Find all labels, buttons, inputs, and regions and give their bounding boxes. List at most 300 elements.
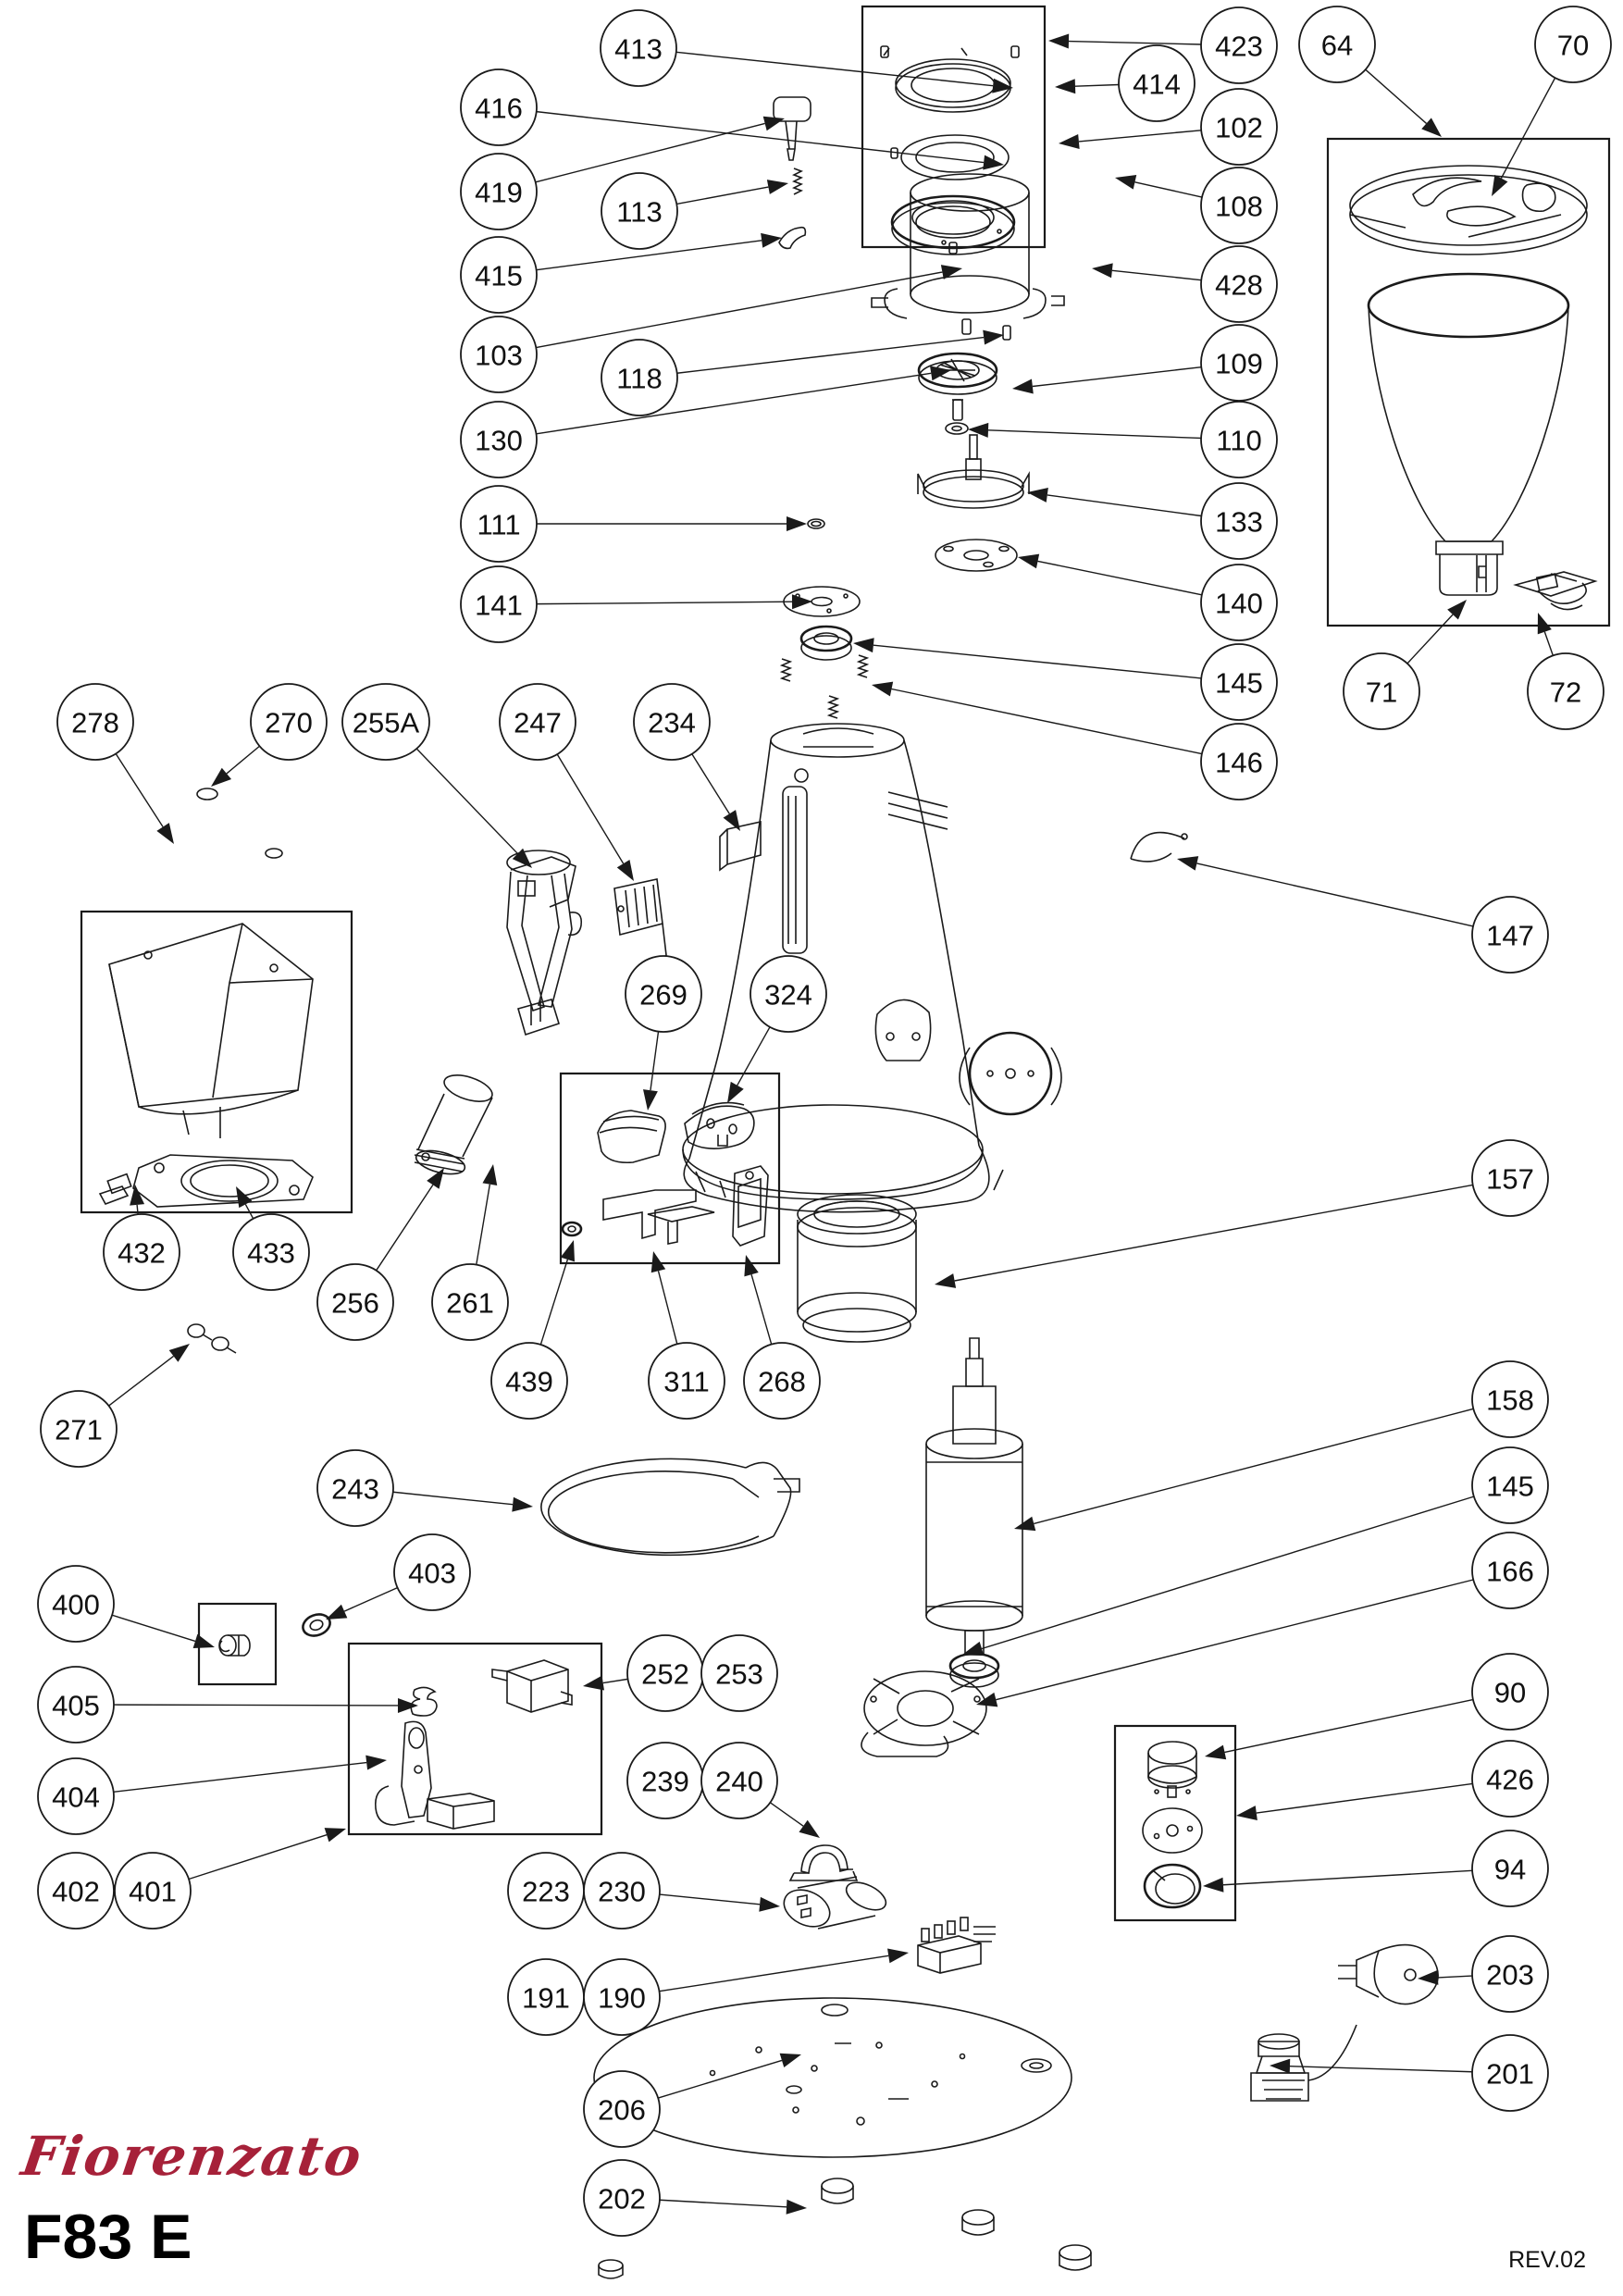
rotor-158-part [926,1338,1022,1655]
leader-arrowhead-147 [1177,856,1198,871]
callout-111 [461,486,537,562]
leader-arrowhead-201 [1270,2059,1290,2074]
leader-arrowhead-146 [872,682,893,697]
small-parts-box [561,1074,779,1263]
leader-line-247 [557,754,623,863]
leader-line-72 [1544,632,1553,656]
callout-label-140: 140 [1215,587,1263,620]
callout-247 [500,684,576,760]
leader-line-133 [1047,495,1202,516]
callout-label-108: 108 [1215,190,1263,223]
callout-label-405: 405 [52,1689,100,1722]
leader-line-416 [537,112,984,163]
leader-line-256 [377,1185,433,1270]
collar-157-part [798,1195,916,1342]
callout-404 [38,1758,114,1834]
leader-arrowhead-133 [1027,488,1048,503]
leader-line-110 [988,430,1201,439]
callout-label-94: 94 [1493,1853,1527,1886]
leader-arrowhead-118 [983,330,1004,345]
callout-label-256: 256 [331,1286,379,1320]
callout-415 [461,237,537,313]
callout-145a [1201,644,1277,720]
leader-arrowhead-311 [651,1251,665,1272]
callout-label-145b: 145 [1486,1470,1534,1503]
leader-arrowhead-70 [1492,175,1507,196]
parts-layer [100,46,1595,2278]
leader-line-278 [116,753,163,826]
leader-lines-layer [109,34,1555,2215]
leader-line-270 [227,746,260,774]
callout-271 [41,1391,117,1467]
leader-arrowhead-404 [365,1756,387,1770]
leader-arrowhead-206 [780,2054,801,2067]
callout-label-234: 234 [648,706,696,739]
callout-90 [1472,1654,1548,1730]
callout-label-247: 247 [514,706,562,739]
chute-256-part [414,1070,495,1178]
callout-432 [104,1214,180,1290]
leader-line-419 [536,123,765,181]
grille-247-part [614,879,666,966]
leader-line-158 [1034,1409,1473,1523]
callout-label-72: 72 [1549,676,1582,709]
callout-label-403: 403 [408,1557,456,1590]
oring-439-part [563,1222,581,1235]
leader-line-206 [658,2060,782,2098]
leader-arrowhead-433 [236,1186,252,1208]
callout-70 [1535,6,1611,82]
spring-113-part [794,168,801,194]
callout-166 [1472,1533,1548,1608]
callout-label-103: 103 [475,339,523,372]
spring-405-part [411,1687,437,1716]
callout-label-428: 428 [1215,268,1263,302]
leader-line-269 [650,1032,659,1091]
callout-113 [601,173,677,249]
leader-arrowhead-230 [759,1897,780,1912]
leader-line-147 [1196,863,1473,926]
callout-261 [432,1264,508,1340]
callout-401 [115,1853,191,1929]
callout-118 [601,340,677,416]
leader-arrowhead-261 [482,1164,497,1185]
callout-label-269: 269 [639,978,688,1011]
callout-label-255A: 255A [352,706,420,739]
callout-428 [1201,246,1277,322]
callout-141 [461,566,537,642]
callout-278 [57,684,133,760]
callout-270 [251,684,327,760]
base-plate-206-part [594,1998,1072,2157]
callout-252 [627,1635,703,1711]
leader-arrowhead-140 [1018,554,1039,569]
leader-line-140 [1038,561,1202,594]
leader-line-243 [393,1492,513,1504]
callout-201 [1472,2035,1548,2111]
leader-line-102 [1079,130,1201,142]
leader-arrowhead-108 [1115,175,1136,190]
fork-holder-255A-part [507,850,581,1035]
callout-72 [1528,653,1604,729]
bearing-145-part [801,627,851,660]
callout-label-71: 71 [1365,676,1398,709]
callout-label-206: 206 [598,2093,646,2127]
callout-label-243: 243 [331,1472,379,1506]
terminal-block-190-part [918,1917,996,1973]
callout-147 [1472,897,1548,973]
callout-label-415: 415 [475,259,523,292]
grinder-body-part [683,724,1061,1212]
leader-arrowhead-102 [1059,134,1080,149]
leader-line-71 [1407,614,1453,664]
leader-arrowhead-141 [792,594,812,609]
arc-324-part [685,1103,754,1149]
callout-268 [744,1343,820,1419]
callout-202 [584,2160,660,2236]
lower-burr-part [919,354,997,420]
clip-268-part [733,1166,768,1246]
callout-label-240: 240 [715,1765,763,1798]
callout-label-433: 433 [247,1236,295,1270]
microswitch-252-part [492,1660,572,1712]
callout-203 [1472,1936,1548,2012]
bearing-plate-166-part [861,1671,986,1756]
callout-label-146: 146 [1215,746,1263,779]
callout-133 [1201,483,1277,559]
callout-label-278: 278 [71,706,119,739]
leader-line-234 [692,754,730,814]
leader-line-103 [536,272,942,348]
plug-203-part [1338,1945,1438,2004]
callout-label-147: 147 [1486,919,1534,952]
callout-423 [1201,7,1277,83]
lever-404-part [376,1721,494,1829]
callout-405 [38,1667,114,1743]
leader-arrowhead-240 [799,1820,820,1838]
leader-line-428 [1112,270,1201,279]
leader-arrowhead-403 [326,1605,347,1620]
leader-line-108 [1134,182,1202,197]
hopper-lid-part [1350,166,1587,254]
leader-line-311 [658,1271,676,1344]
leader-arrowhead-400 [193,1634,215,1648]
callout-label-230: 230 [598,1875,646,1908]
callout-146 [1201,724,1277,800]
leader-line-146 [892,689,1202,754]
callout-label-191: 191 [522,1981,570,2015]
leader-arrowhead-271 [169,1344,190,1362]
callout-269 [626,956,701,1032]
callout-label-133: 133 [1215,505,1263,539]
doser-knob-part [774,97,811,160]
leader-line-401 [189,1835,327,1880]
callout-label-423: 423 [1215,30,1263,63]
callout-label-261: 261 [446,1286,494,1320]
callout-102 [1201,89,1277,165]
springs-146-part [782,655,867,718]
callout-label-158: 158 [1486,1384,1534,1417]
callout-label-419: 419 [475,176,523,209]
leader-line-130 [537,373,932,433]
leader-line-230 [660,1894,760,1905]
callout-256 [317,1264,393,1340]
callout-130 [461,402,537,478]
callout-label-402: 402 [52,1875,100,1908]
model-title: F83 E [24,2202,192,2272]
leader-arrowhead-111 [787,516,807,531]
leader-line-271 [109,1356,174,1406]
callout-64 [1299,6,1375,82]
callout-label-141: 141 [475,589,523,622]
leader-arrowhead-64 [1421,118,1442,137]
callout-label-201: 201 [1486,2057,1534,2091]
leader-arrowhead-439 [561,1240,575,1261]
feet-part [599,2178,1091,2278]
capacitor-230-part [778,1877,890,1934]
callout-239 [627,1743,703,1818]
leader-arrowhead-401 [325,1828,346,1842]
hopper-clip-72-part [1516,572,1595,610]
callout-158 [1472,1361,1548,1437]
oring-270-part [197,788,282,858]
callout-label-118: 118 [616,362,663,395]
leader-arrowhead-324 [727,1082,744,1103]
leader-arrowhead-414 [1055,79,1075,93]
wire-clip-147-part [1131,833,1187,862]
leader-arrowhead-278 [156,823,174,844]
doser-cover-part [109,924,313,1138]
callout-label-102: 102 [1215,111,1263,144]
leader-line-166 [996,1580,1473,1700]
leader-arrowhead-426 [1236,1806,1258,1820]
callout-label-311: 311 [663,1365,710,1398]
leader-line-400 [112,1615,195,1641]
doser-cover-box [81,912,352,1212]
leader-line-423 [1069,42,1201,44]
leader-arrowhead-270 [211,768,231,787]
leader-arrowhead-90 [1205,1745,1226,1760]
callout-label-70: 70 [1556,29,1590,62]
leader-arrowhead-157 [935,1273,956,1288]
callout-label-252: 252 [641,1657,689,1691]
callout-223 [508,1853,584,1929]
callout-label-64: 64 [1320,29,1354,62]
leader-arrowhead-243 [512,1497,533,1512]
callout-439 [491,1343,567,1419]
callout-206 [584,2071,660,2147]
leader-arrowhead-415 [761,233,782,248]
grind-chamber-part [872,174,1064,340]
leader-arrowhead-190 [887,1948,909,1963]
leader-line-109 [1033,367,1201,387]
callout-label-268: 268 [758,1365,806,1398]
group-boxes-layer [81,6,1609,1920]
callout-label-202: 202 [598,2182,646,2215]
callout-416 [461,69,537,145]
leader-line-252 [603,1679,628,1682]
leader-line-145b [982,1496,1474,1648]
leader-arrowhead-72 [1538,613,1552,634]
callout-108 [1201,168,1277,243]
callout-label-203: 203 [1486,1958,1534,1992]
bearing-145b-part [950,1654,998,1687]
revision-label: REV.02 [1508,2247,1586,2273]
callout-label-190: 190 [598,1981,646,2015]
disc-426-part [1143,1808,1202,1853]
callout-103 [461,316,537,392]
leader-arrowhead-428 [1092,263,1113,278]
leader-line-203 [1438,1976,1472,1978]
callout-413 [601,10,676,86]
callout-240 [701,1743,777,1818]
leader-line-157 [955,1185,1473,1281]
cable-gland-201-part [1251,2025,1357,2101]
callout-140 [1201,565,1277,640]
callout-label-432: 432 [118,1236,166,1270]
callout-label-109: 109 [1215,347,1263,380]
callout-label-416: 416 [475,92,523,125]
leader-arrowhead-109 [1012,379,1034,394]
leader-line-240 [770,1803,803,1826]
burr-gasket-part [891,135,1009,180]
leader-arrowhead-202 [787,2200,807,2215]
knob-90-part [1148,1742,1196,1797]
callout-324 [750,956,826,1032]
callout-145b [1472,1447,1548,1523]
callout-403 [394,1534,470,1610]
callout-243 [317,1450,393,1526]
leader-arrowhead-269 [643,1089,658,1111]
switch-box [349,1644,601,1834]
callout-label-426: 426 [1486,1763,1534,1796]
callout-label-90: 90 [1493,1676,1527,1709]
leader-line-255A [416,749,517,853]
callout-label-253: 253 [715,1657,763,1691]
callout-157 [1472,1140,1548,1216]
leader-arrowhead-423 [1048,34,1069,49]
disc-140-part [935,540,1017,571]
leader-line-141 [537,602,792,603]
leader-line-261 [477,1185,490,1265]
fork-311-part [603,1190,714,1244]
callout-label-404: 404 [52,1781,100,1814]
leader-arrowhead-113 [767,180,788,194]
callout-402 [38,1853,114,1929]
callout-255A [342,684,429,760]
callout-label-271: 271 [55,1413,103,1446]
leader-line-268 [751,1274,772,1344]
callout-400 [38,1566,114,1642]
screws-271-part [188,1324,236,1353]
callout-426 [1472,1741,1548,1817]
callout-label-413: 413 [614,32,663,66]
ring-403-part [300,1611,333,1640]
leader-line-190 [660,1955,889,1991]
leader-line-414 [1075,84,1119,86]
callout-label-414: 414 [1133,68,1181,101]
leader-line-64 [1366,69,1427,123]
leader-line-70 [1501,78,1555,178]
callout-label-223: 223 [522,1875,570,1908]
callout-414 [1119,45,1195,121]
leader-line-426 [1257,1783,1473,1813]
callout-label-439: 439 [505,1365,553,1398]
sweeper-133-part [918,435,1029,508]
leader-line-439 [540,1260,567,1345]
bushing-400-part [219,1635,250,1656]
callout-419 [461,154,537,230]
clip-415-part [779,228,805,249]
leader-line-202 [660,2200,787,2207]
callout-label-145a: 145 [1215,666,1263,700]
callout-label-157: 157 [1486,1162,1534,1196]
hopper-body-part [1369,274,1568,595]
leader-arrowhead-419 [763,117,785,131]
callout-label-270: 270 [265,706,313,739]
upper-burr-ring-part [881,46,1019,112]
callout-label-166: 166 [1486,1555,1534,1588]
callout-71 [1344,653,1419,729]
callout-110 [1201,402,1277,478]
callout-109 [1201,325,1277,401]
callout-label-324: 324 [764,978,812,1011]
leader-line-403 [344,1588,397,1611]
callout-label-400: 400 [52,1588,100,1621]
leader-arrowhead-145a [853,638,874,652]
cap-269-part [598,1111,665,1162]
leader-line-113 [676,187,768,204]
oring-111-part [808,519,824,528]
callout-label-113: 113 [616,195,663,229]
washer-110-part [946,423,968,434]
leader-arrowhead-268 [744,1255,758,1276]
leader-arrowhead-158 [1014,1517,1035,1531]
hopper-box [1328,139,1609,626]
leader-line-201 [1290,2066,1472,2072]
leader-line-324 [737,1027,770,1086]
callout-190 [584,1959,660,2035]
callout-label-111: 111 [477,508,521,541]
callout-label-110: 110 [1216,424,1262,457]
leader-arrowhead-94 [1203,1878,1223,1893]
leader-line-405 [114,1705,398,1706]
callout-253 [701,1635,777,1711]
callout-433 [233,1214,309,1290]
ring-94-part [1145,1865,1200,1907]
leader-line-145a [873,645,1201,678]
callout-234 [634,684,710,760]
callout-230 [584,1853,660,1929]
callout-311 [649,1343,725,1419]
callout-label-239: 239 [641,1765,689,1798]
brand-logo: Fiorenzato [18,2125,367,2188]
callout-191 [508,1959,584,2035]
leader-arrowhead-203 [1418,1970,1438,1985]
bushing-box [199,1604,276,1684]
leader-line-90 [1225,1700,1473,1753]
leader-line-432 [137,1205,138,1214]
callout-label-401: 401 [129,1875,177,1908]
callout-94 [1472,1831,1548,1906]
leader-arrowhead-247 [617,860,634,881]
leader-line-94 [1223,1870,1472,1884]
callout-label-130: 130 [475,424,523,457]
clamp-240-part [790,1845,857,1880]
ring-243-part [541,1458,799,1555]
leader-arrowhead-252 [583,1676,604,1691]
leader-line-404 [114,1763,366,1793]
